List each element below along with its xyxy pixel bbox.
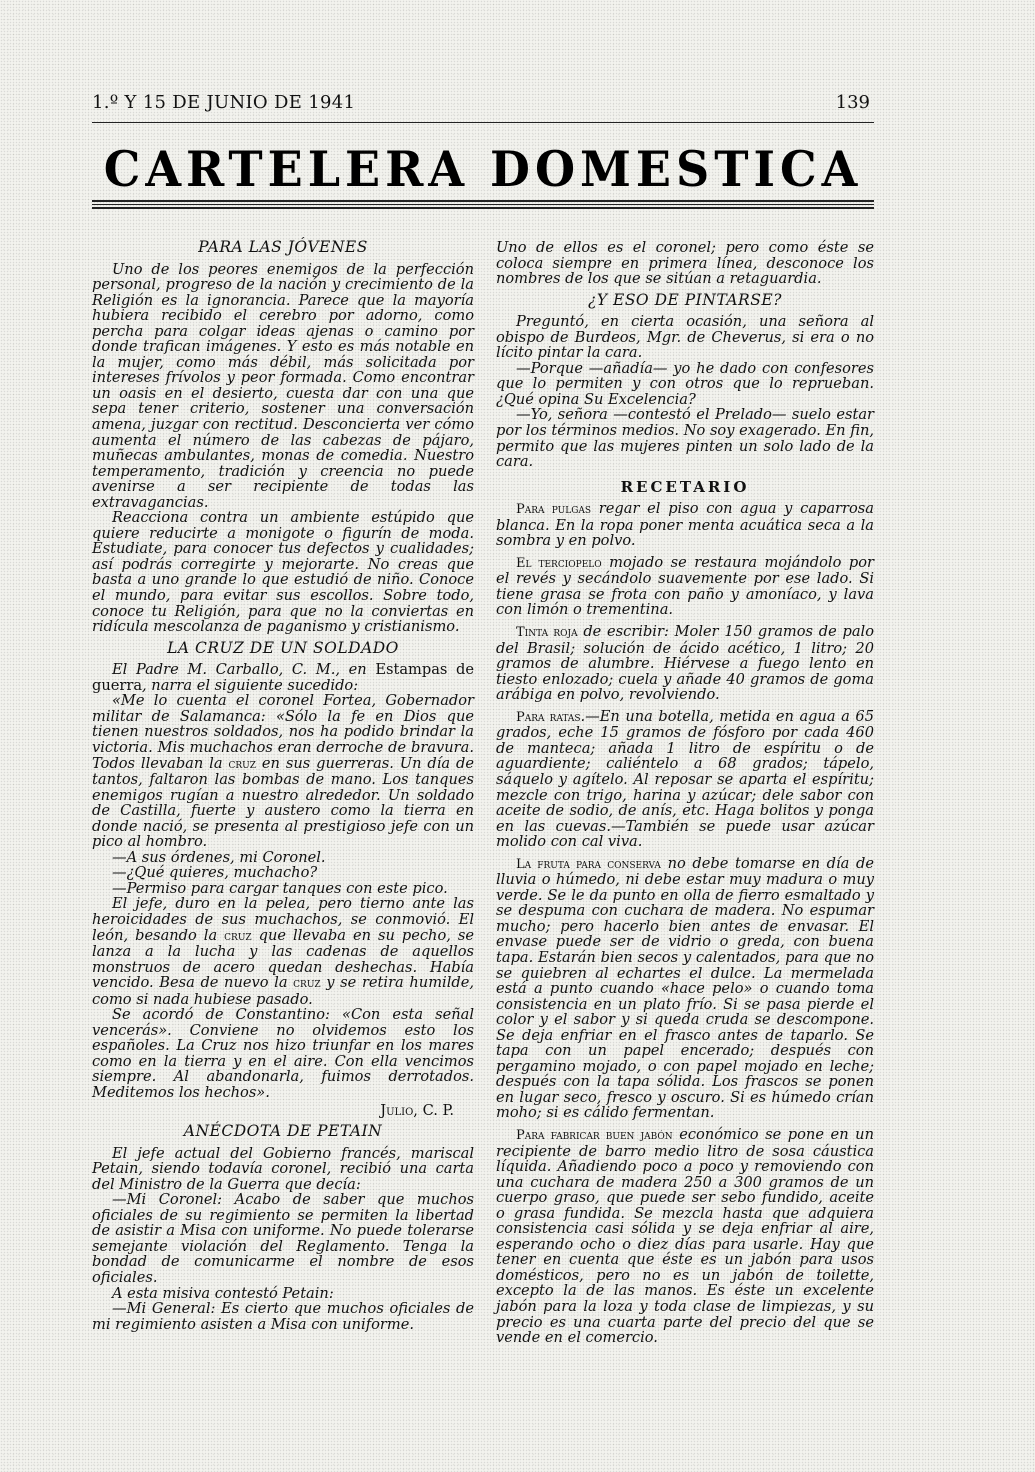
recipe-item: La fruta para conserva no debe tomarse en día de lluvia o húmedo, ni debe estar muy madura o muy verde. Se le da punto en olla de fierro esmaltado y se despuma con cuchara de madera. No espumar mucho; pero hacerlo bien antes de envasar. El envase puede ser de vidrio o greda, con buena tapa. Estarán bien secos y calentados, para que no se quiebren al echartes el dulce. La mermelada está a punto cuando «hace pelo» o cuando toma consistencia en un plato frío. Si se pasa pierde el color y el sabor y si queda cruda se descompone. Se deja enfriar en el frasco antes de taparlo. Se tapa con un papel encerado; después con pergamino mojado, o con papel mojado en leche; después con la tapa sólida. Los frascos se ponen en lugar seco, fresco y oscuro. Si es húmedo crían moho; si es cálido fermentan.: [496, 854, 874, 1122]
paragraph: —Permiso para cargar tanques con este pico.: [112, 879, 448, 897]
article-heading-petain: ANÉCDOTA DE PETAIN: [183, 1122, 383, 1141]
paragraph: «Me lo cuenta el coronel Fortea, Gobernador militar de Salamanca: «Sólo la fe en Dios que tienen nuestros soldados, nos ha podido brindar la victoria. Mis muchachos eran derroche de bravura. Todos llevaban la cruz en sus guerreras. Un día de tantos, faltaron las bombas de mano. Los tanques enemigos rugían a nuestro alrededor. Un soldado de Castilla, fuerte y austero como la tierra en donde nació, se presenta al prestigioso jefe con un pico al hombro.: [92, 692, 475, 851]
paragraph: —Mi Coronel: Acabo de saber que muchos oficiales de su regimiento se permiten la libertad de asistir a Misa con uniforme. No puede tolerarse semejante violación del Reglamento. Tenga la bondad de comunicarme el nombre de esos oficiales.: [92, 1191, 474, 1286]
paragraph: —Mi General: Es cierto que muchos oficiales de mi regimiento asisten a Misa con uniforme.: [92, 1300, 474, 1333]
recipe-item: Tinta roja de escribir: Moler 150 gramos de palo del Brasil; solución de ácido acético, 1 litro; 20 gramos de alumbre. Hiérvese a fuego lento en tiesto enlozado; cuela y añade 40 gramos de goma arábiga en polvo, revolviendo.: [496, 623, 874, 704]
right-column: [496, 240, 874, 1346]
title-rule: [92, 200, 874, 210]
article-heading-pintarse: ¿Y ESO DE PINTARSE?: [588, 290, 782, 309]
paragraph: Preguntó, en cierta ocasión, una señora al obispo de Burdeos, Mgr. de Cheverus, si era o no lícito pintar la cara.: [496, 313, 874, 362]
article-heading-cruz: LA CRUZ DE UN SOLDADO: [167, 638, 399, 657]
section-title: CARTELERA DOMESTICA: [103, 140, 863, 198]
recipe-item: Para pulgas regar el piso con agua y caparrosa blanca. En la ropa poner menta acuática seca a la sombra y en polvo.: [496, 500, 874, 550]
page-number: 139: [835, 92, 870, 113]
paragraph: —¿Qué quieres, muchacho?: [112, 864, 318, 882]
paragraph: —Porque —añadía— yo he dado con confesores que lo permiten y con otros que lo reprueban. ¿Qué opina Su Excelencia?: [496, 359, 874, 408]
article-heading-jovenes: PARA LAS JÓVENES: [198, 238, 368, 256]
issue-date: 1.º Y 15 DE JUNIO DE 1941: [92, 92, 356, 113]
signature: Julio, C. P.: [380, 1101, 454, 1119]
recipe-item: El terciopelo mojado se restaura mojándolo por el revés y secándolo suavemente por ese lado. Si tiene grasa se frota con paño y amoníaco, y lava con limón o trementina.: [496, 553, 875, 619]
paragraph: —A sus órdenes, mi Coronel.: [112, 848, 326, 866]
paragraph: Uno de los peores enemigos de la perfección personal, progreso de la nación y crecimiento de la Religión es la ignorancia. Parece que la mayoría hubiera recibido el cerebro por adorno, como percha para colgar ideas ajenas o camino por donde trafican imágenes. Y esto es más notable en la mujer, como más débil, más solicitada por intereses frívolos y peor formada. Como encontrar un oasis en el desierto, cuesta dar con una que sepa tener criterio, sostener una conversación amena, juzgar con rectitud. Desconcierta ver cómo aumenta el número de las cabezas de pájaro, muñecas ambulantes, monas de comedia. Nuestro temperamento, tradición y creencia no puede avenirse a ser recipiente de todas las extravagancias.: [92, 260, 474, 511]
paragraph: Uno de ellos es el coronel; pero como éste se coloca siempre en primera línea, desconoce los nombres de los que se sitúan a retaguardia.: [496, 239, 874, 288]
recipe-item: Para fabricar buen jabón económico se pone en un recipiente de barro medio litro de sosa cáustica líquida. Añadiendo poco a poco y removiendo con una cuchara de madera 250 a 300 gramos de un cuerpo graso, que puede ser sebo fundido, aceite o grasa fundida. Se mezcla hasta que adquiera consistencia casi sólida y se deja enfriar al aire, esperando ocho o diez días para usarle. Hay que tener en cuenta que éste es un jabón para usos domésticos, pero no es un jabón de toilette, excepto la de las manos. Es éste un excelente jabón para la loza y toda clase de limpiezas, y su precio es una cuarta parte del precio del que se vende en el comercio.: [496, 1125, 874, 1347]
running-header: [92, 88, 874, 123]
paragraph: El Padre M. Carballo, C. M., en Estampas de guerra, narra el siguiente sucedido:: [92, 661, 474, 694]
recipe-item: Para ratas.—En una botella, metida en agua a 65 grados, eche 15 gramos de fósforo por cada 460 de manteca; añada 1 litro de espíritu o de aguardiente; caliéntelo a 68 grados; tápelo, sáquelo y agítelo. Al reposar se aparta el espíritu; mezcle con trigo, harina y azúcar; dele sabor con aceite de sodio, de anís, etc. Haga bolitos y ponga en las cuevas.—También se puede usar azúcar molido con cal viva.: [496, 707, 874, 851]
paragraph: El jefe actual del Gobierno francés, mariscal Petain, siendo todavía coronel, recibió una carta del Ministro de la Guerra que decía:: [92, 1144, 474, 1193]
paragraph: El jefe, duro en la pelea, pero tierno ante las heroicidades de sus muchachos, se conmovió. El león, besando la cruz que llevaba en su pecho, se lanza a la lucha y las cadenas de aquellos monstruos de acero quedan deshechas. Había vencido. Besa de nuevo la cruz y se retira humilde, como si nada hubiese pasado.: [92, 895, 474, 1008]
article-heading-recetario: RECETARIO: [620, 477, 750, 496]
paragraph: —Yo, señora —contestó el Prelado— suelo estar por los términos medios. No soy exagerado. En fin, permito que las mujeres pinten un solo lado de la cara.: [496, 406, 874, 471]
paragraph: Reacciona contra un ambiente estúpido que quiere reducirte a monigote o figurín de moda. Estudiate, para conocer tus defectos y cualidades; así podrás corregirte y mejorarte. No creas que basta a uno grande lo que estudió de niño. Conoce el mundo, para evitar sus escollos. Sobre todo, conoce tu Religión, para que no la conviertas en ridícula mescolanza de paganismo y cristianismo.: [92, 509, 474, 636]
paragraph: Se acordó de Constantino: «Con esta señal vencerás». Conviene no olvidemos esto los españoles. La Cruz nos hizo triunfar en los mares como en la tierra y en el aire. Con ella vencimos siempre. Al abandonarla, fuimos derrotados. Meditemos los hechos».: [92, 1006, 474, 1101]
left-column: [92, 234, 474, 1332]
paragraph: A esta misiva contestó Petain:: [112, 1284, 334, 1302]
